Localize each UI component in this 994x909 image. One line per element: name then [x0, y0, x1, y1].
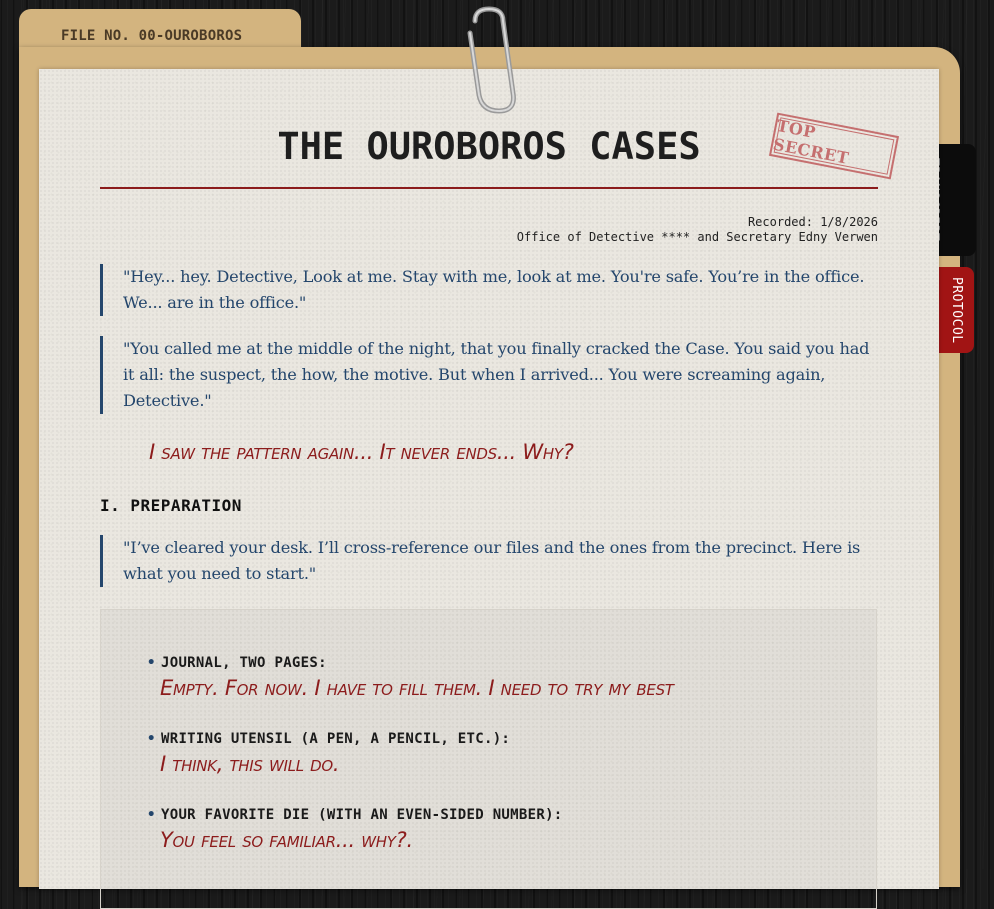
item-note: You feel so familiar... why?. [160, 828, 413, 852]
checklist-item [147, 731, 510, 776]
title-divider [100, 187, 878, 189]
checklist-item [147, 807, 563, 852]
item-label: WRITING UTENSIL (A PEN, A PENCIL, ETC.): [161, 731, 511, 747]
recorded-date: Recorded: 1/8/2026 [747, 215, 878, 229]
checklist-item [147, 655, 674, 700]
office-line: Office of Detective **** and Secretary Edny Verwen [516, 230, 878, 244]
item-note: I think, this will do. [160, 752, 340, 776]
quote-1: "Hey... hey. Detective, Look at me. Stay with me, look at me. You're safe. You’re in the office. We... are in the office." [100, 264, 877, 316]
section-quote: "I’ve cleared your desk. I’ll cross-reference our files and the ones from the precinct. Here is what you need to start." [100, 535, 877, 587]
bullet-icon: • [147, 731, 156, 747]
supply-checklist [100, 609, 877, 909]
section-heading: I. PREPARATION [100, 496, 242, 515]
item-label: JOURNAL, TWO PAGES: [161, 655, 327, 671]
item-note: Empty. For now. I have to fill them. I need to try my best [160, 676, 674, 700]
tab-protocol[interactable] [939, 267, 974, 353]
document-page [39, 69, 939, 889]
document-title: THE OUROBOROS CASES [277, 125, 701, 168]
bullet-icon: • [147, 807, 156, 823]
folder-tab-label: FILE NO. 00-OUROBOROS [61, 28, 243, 44]
quote-2: "You called me at the middle of the night, that you finally cracked the Case. You said you had it all: the suspect, the how, the motive. But when I arrived... You were screaming again, Detective." [100, 336, 877, 414]
handwritten-note: I saw the pattern again... It never ends... Why? [149, 440, 574, 464]
item-label: YOUR FAVORITE DIE (WITH AN EVEN-SIDED NUMBER): [161, 807, 563, 823]
paperclip-icon [455, 3, 525, 117]
tab-protocol-label: PROTOCOL [949, 276, 964, 344]
record-meta [517, 215, 878, 245]
bullet-icon: • [147, 655, 156, 671]
top-secret-stamp: TOP SECRET [769, 113, 899, 180]
